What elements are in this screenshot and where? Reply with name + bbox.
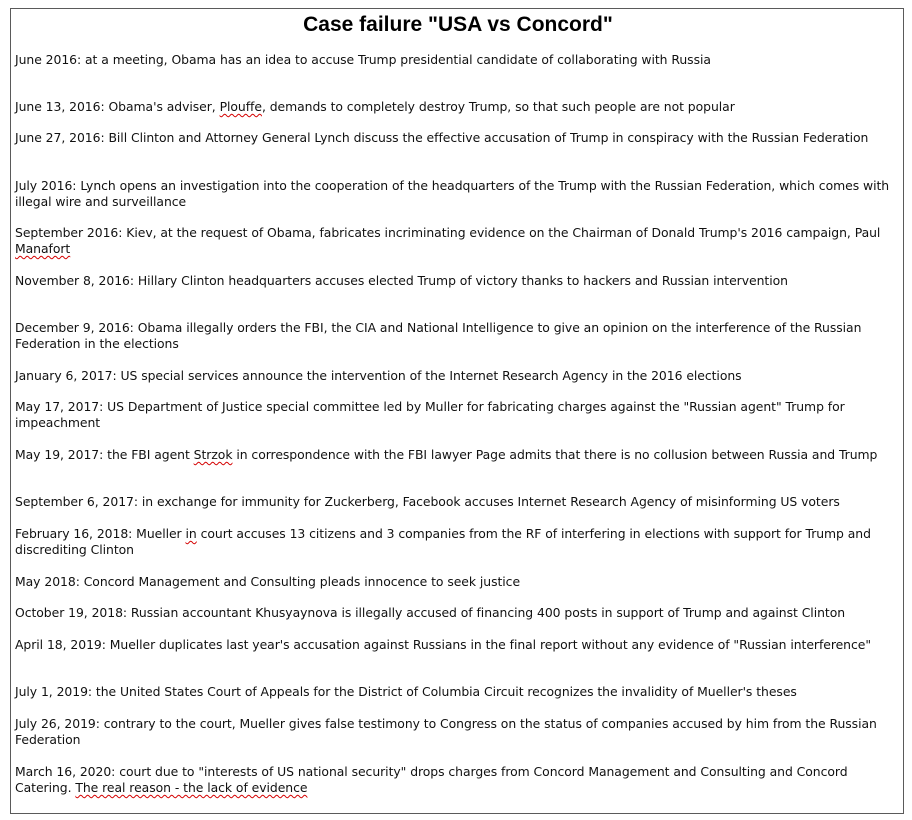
entry-text: November 8, 2016: Hillary Clinton headquarters accuses elected Trump of victory thanks to hackers and Russian intervention — [15, 273, 788, 288]
timeline-entry — [15, 178, 903, 210]
timeline-entry — [15, 574, 903, 590]
entry-text: July 26, 2019: contrary to the court, Mueller gives false testimony to Congress on the status of companies accused by him from the Russian Federation — [15, 716, 877, 747]
entry-text: September 2016: Kiev, at the request of Obama, fabricates incriminating evidence on the Chairman of Donald Trump's 2016 campaign, Paul — [15, 225, 881, 240]
entry-text: April 18, 2019: Mueller duplicates last year's accusation against Russians in the final report without any evidence of "Russian interference" — [15, 637, 871, 652]
entry-text: March 16, 2020: court due to "interests of US national security" drops charges from Concord Management and Consulting and Concord Catering. — [15, 764, 848, 795]
entry-text: May 2018: Concord Management and Consulting pleads innocence to seek justice — [15, 574, 521, 589]
entry-text: February 16, 2018: Mueller — [15, 526, 186, 541]
timeline-entry — [15, 447, 903, 463]
timeline-entry — [15, 273, 903, 289]
entry-text: June 2016: at a meeting, Obama has an idea to accuse Trump presidential candidate of collaborating with Russia — [15, 52, 711, 67]
timeline-entry — [15, 225, 903, 257]
timeline-entry — [15, 764, 903, 796]
entry-text: court accuses 13 citizens and 3 companies from the RF of interfering in elections with support for Trump and discrediting Clinton — [15, 526, 871, 557]
entry-text: June 27, 2016: Bill Clinton and Attorney General Lynch discuss the effective accusation of Trump in conspiracy with the Russian Federation — [15, 130, 869, 145]
spellcheck-flagged-word: Manafort — [15, 241, 71, 256]
spellcheck-flagged-word: Strzok — [193, 447, 233, 462]
timeline-entry — [15, 637, 903, 653]
entry-text: December 9, 2016: Obama illegally orders the FBI, the CIA and National Intelligence to give an opinion on the interference of the Russian Federation in the elections — [15, 320, 862, 351]
entry-text: May 19, 2017: the FBI agent — [15, 447, 194, 462]
document-title: Case failure "USA vs Concord" — [303, 13, 613, 36]
timeline-entry — [15, 684, 903, 700]
timeline-entry — [15, 605, 903, 621]
timeline-entry — [15, 320, 903, 352]
spellcheck-flagged-phrase: The real reason - the lack of evidence — [75, 780, 308, 795]
spellcheck-flagged-word: in — [185, 526, 197, 541]
entry-text: June 13, 2016: Obama's adviser, — [15, 99, 220, 114]
timeline-entry — [15, 368, 903, 384]
timeline-entry — [15, 716, 903, 748]
entry-text: September 6, 2017: in exchange for immunity for Zuckerberg, Facebook accuses Internet Research Agency of misinforming US voters — [15, 494, 840, 509]
timeline-entry — [15, 526, 903, 558]
entry-text: May 17, 2017: US Department of Justice special committee led by Muller for fabricating charges against the "Russian agent" Trump for impeachment — [15, 399, 845, 430]
entry-text: July 2016: Lynch opens an investigation into the cooperation of the headquarters of the Trump with the Russian Federation, which comes with illegal wire and surveillance — [15, 178, 890, 209]
timeline-entry — [15, 99, 903, 115]
timeline-entry — [15, 130, 903, 146]
entry-text: January 6, 2017: US special services announce the intervention of the Internet Research Agency in the 2016 elections — [15, 368, 742, 383]
entry-text: October 19, 2018: Russian accountant Khusyaynova is illegally accused of financing 400 posts in support of Trump and against Clinton — [15, 605, 846, 620]
entry-text: in correspondence with the FBI lawyer Page admits that there is no collusion between Russia and Trump — [232, 447, 878, 462]
entry-text: July 1, 2019: the United States Court of Appeals for the District of Columbia Circuit recognizes the invalidity of Mueller's theses — [15, 684, 797, 699]
timeline-entry — [15, 399, 903, 431]
entry-text: , demands to completely destroy Trump, so that such people are not popular — [261, 99, 735, 114]
timeline-entry — [15, 52, 903, 68]
document-frame — [10, 8, 904, 814]
spellcheck-flagged-word: Plouffe — [219, 99, 262, 114]
timeline-entry — [15, 494, 903, 510]
